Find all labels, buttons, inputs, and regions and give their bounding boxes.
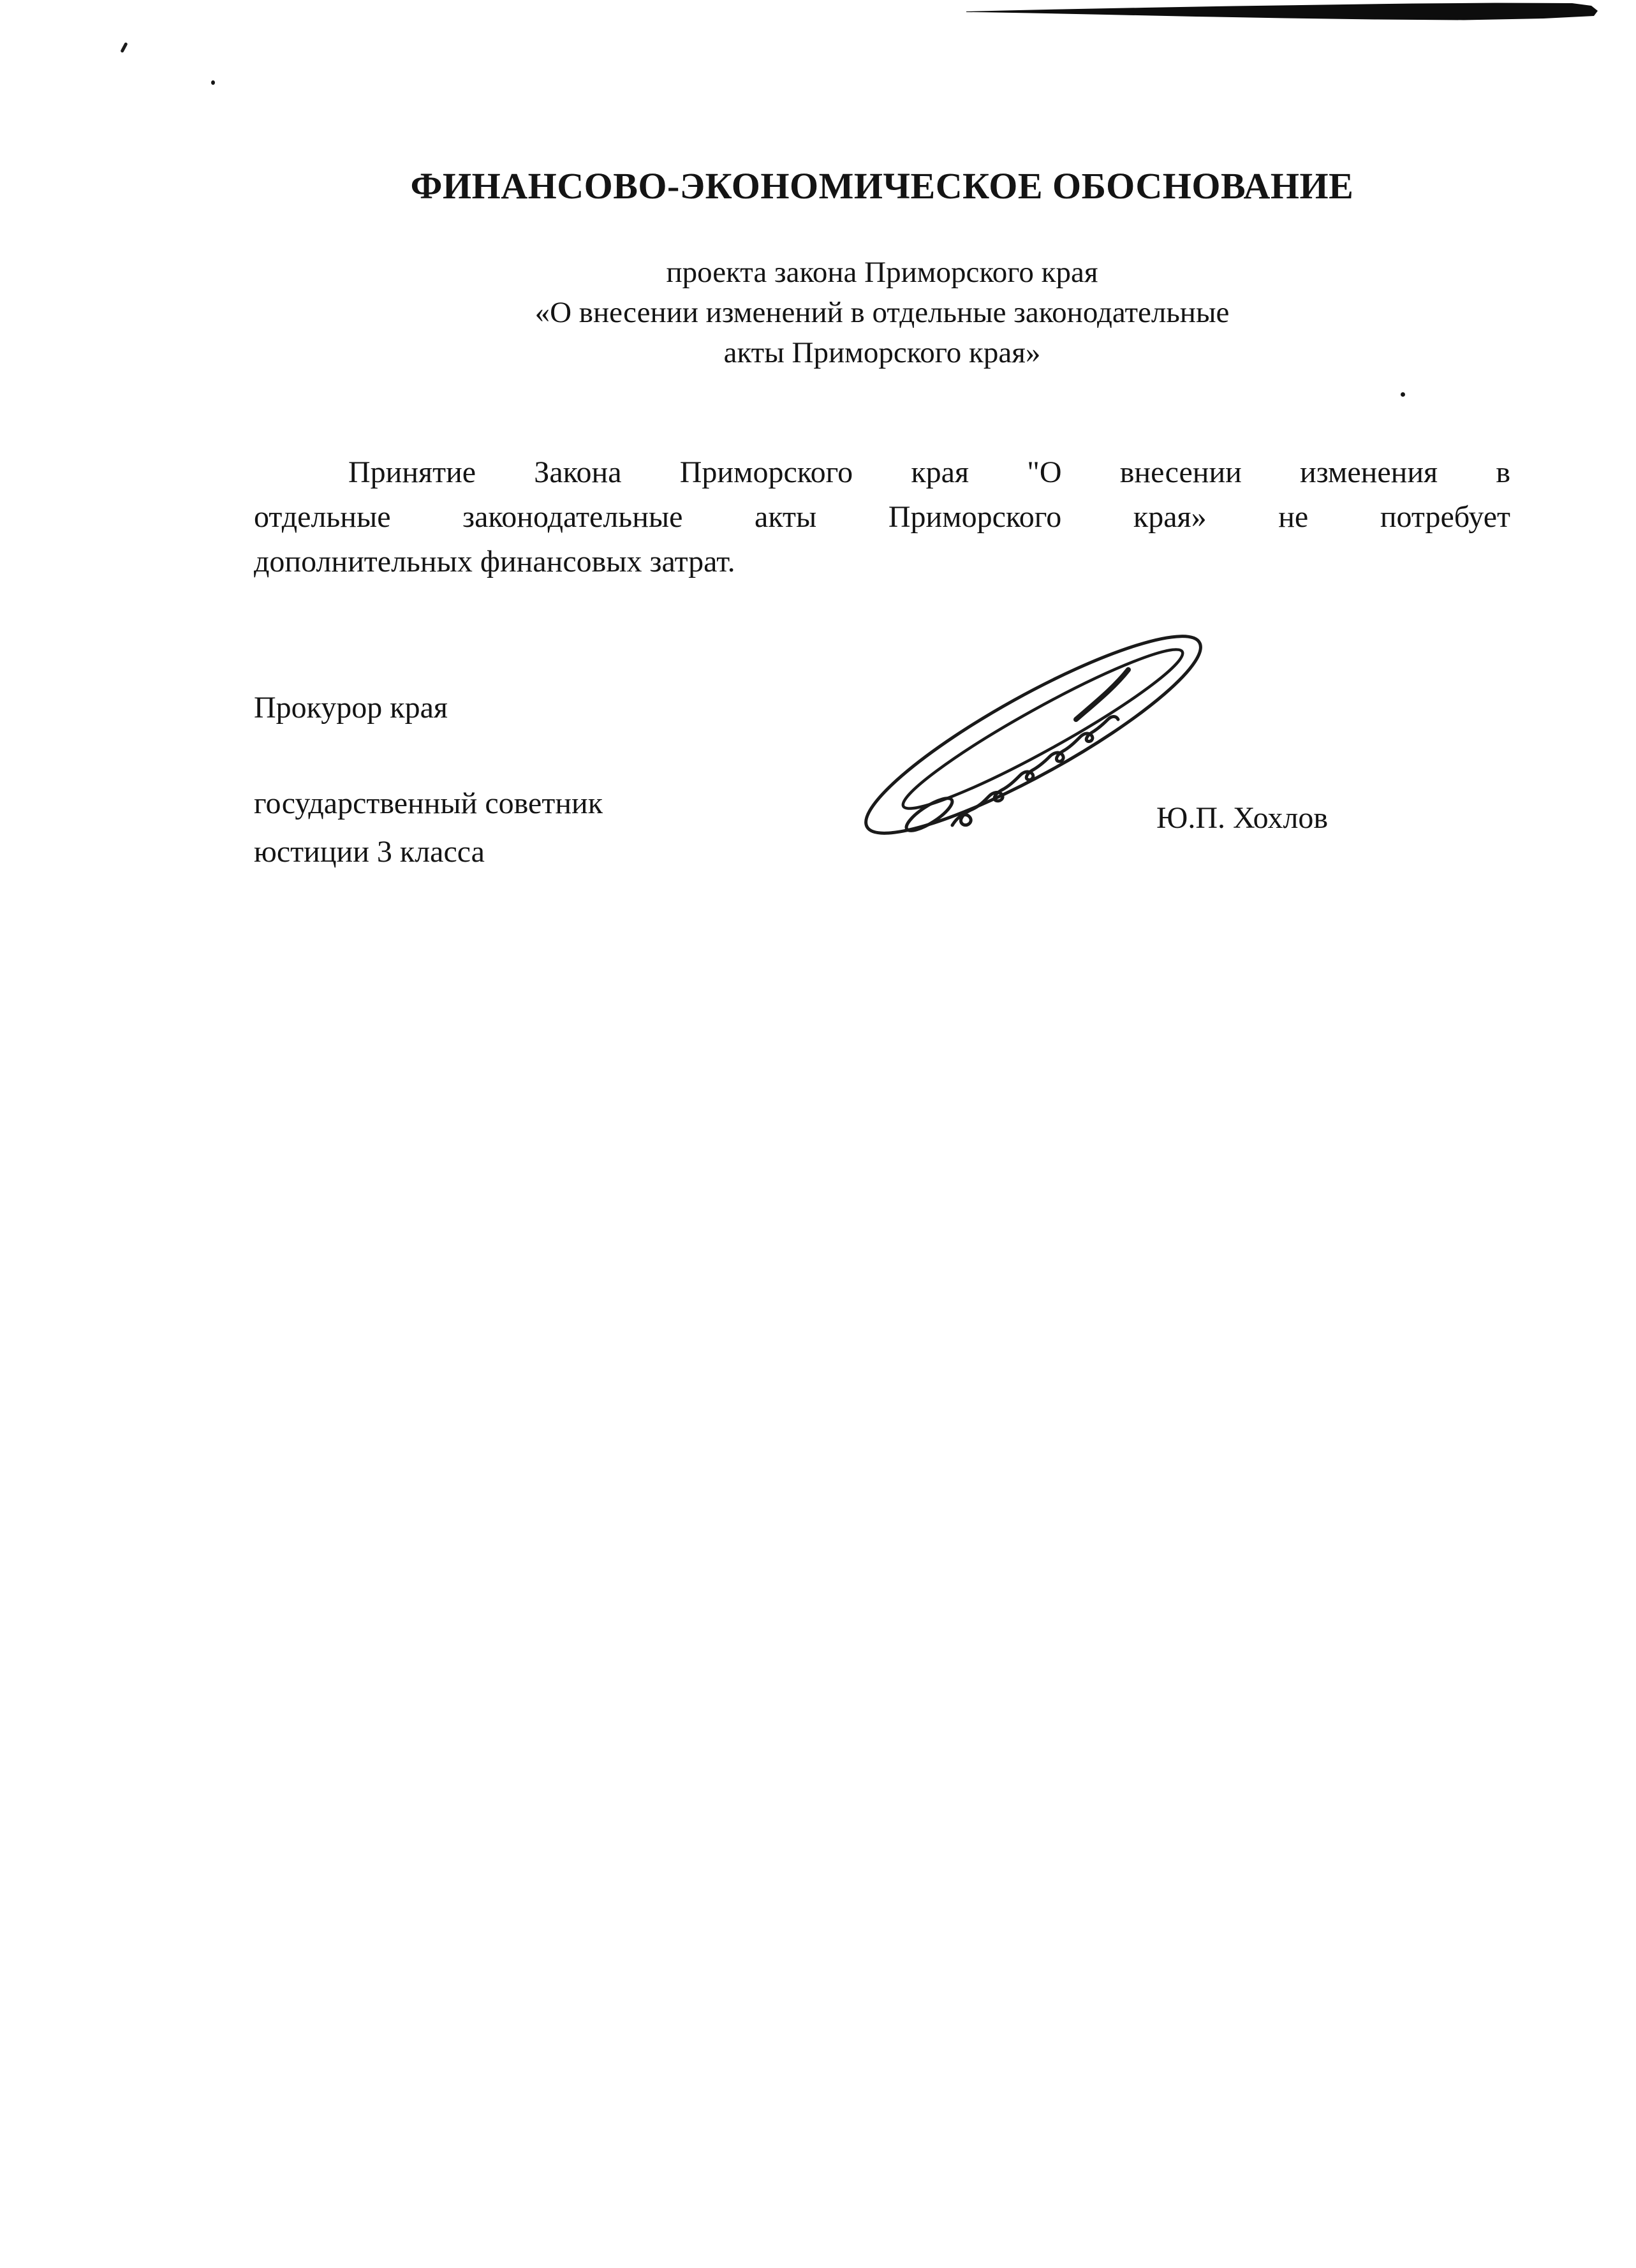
subtitle-line: проекта закона Приморского края — [666, 256, 1098, 289]
scan-artifact-dot — [1401, 392, 1405, 397]
signer-name: Ю.П. Хохлов — [1156, 801, 1329, 835]
signer-role-line-3: юстиции 3 класса — [254, 835, 485, 869]
body-paragraph — [254, 450, 1510, 584]
document-subtitle — [254, 253, 1510, 373]
document-title: ФИНАНСОВО-ЭКОНОМИЧЕСКОЕ ОБОСНОВАНИЕ — [410, 165, 1354, 207]
body-line: дополнительных финансовых затрат. — [254, 545, 735, 578]
subtitle-line: акты Приморского края» — [723, 336, 1041, 369]
body-line: отдельные законодательные акты Приморского края» не потребует — [254, 500, 1510, 534]
scan-artifact-tick — [120, 42, 128, 53]
body-line: Принятие Закона Приморского края "О внесении изменения в — [348, 455, 1510, 489]
signer-role-line-2: государственный советник — [254, 786, 603, 820]
scan-artifact-bar — [966, 3, 1601, 22]
subtitle-line: «О внесении изменений в отдельные законодательные — [534, 296, 1230, 329]
scan-artifact-dot — [211, 80, 215, 85]
signer-role-line-1: Прокурор края — [254, 691, 448, 725]
